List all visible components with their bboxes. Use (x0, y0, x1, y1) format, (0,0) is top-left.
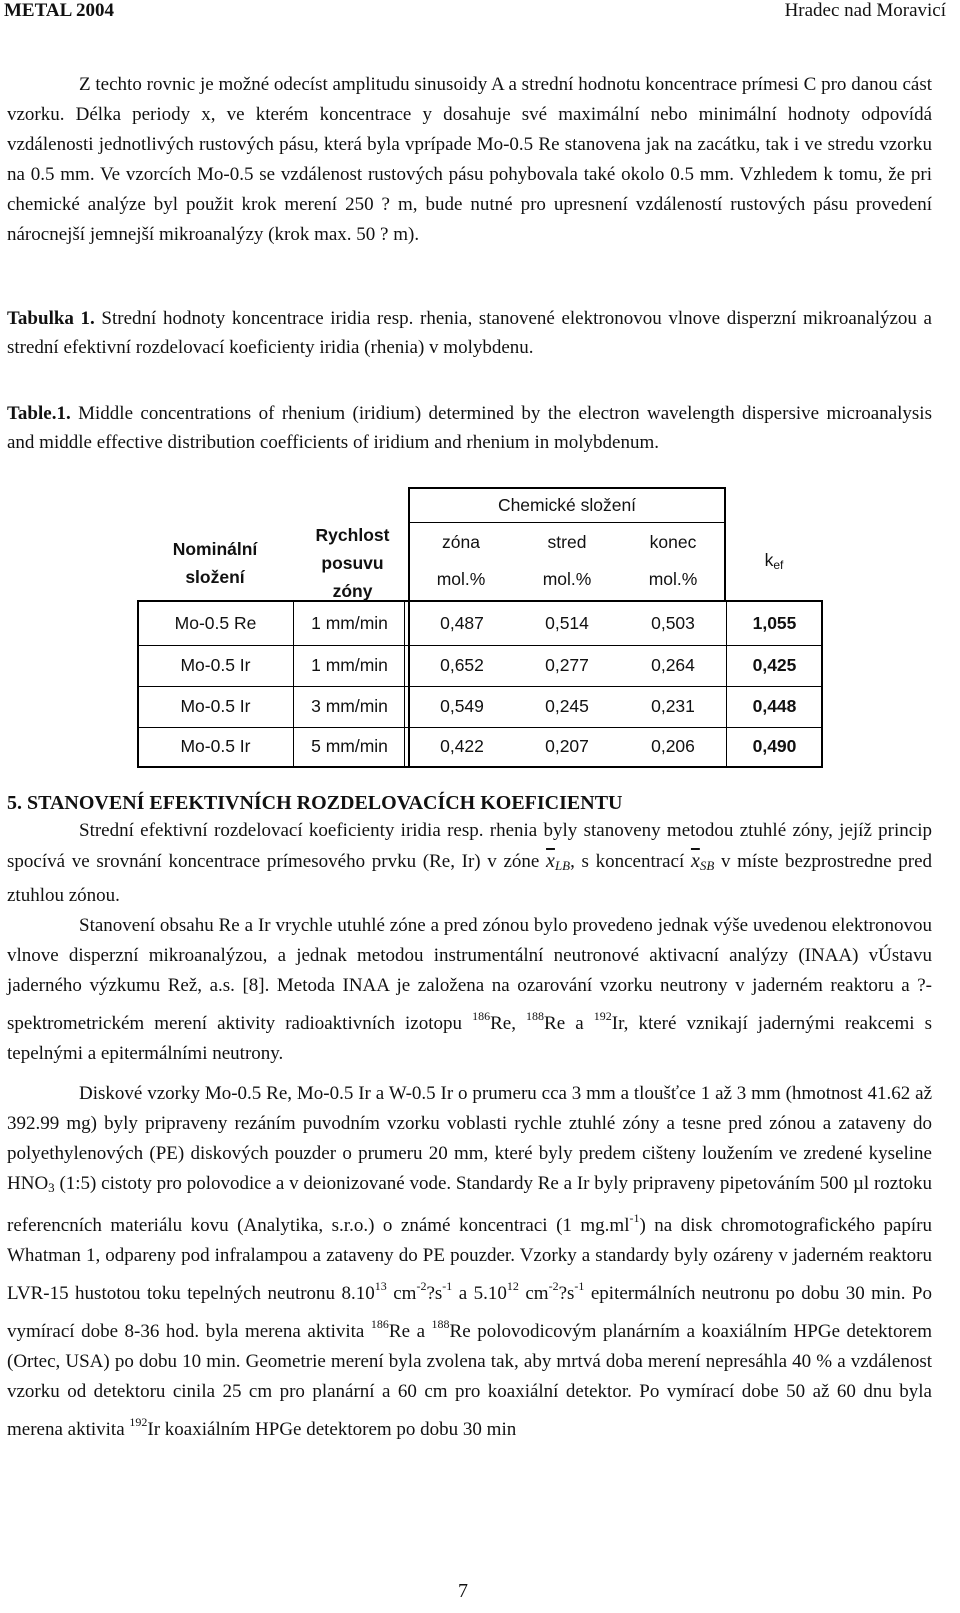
table-caption-czech-text: Strední hodnoty koncentrace iridia resp. rhenia, stanovené elektronovou vlnove disperzní mikroanalýzou a strední efektivní rozdelovací koeficienty iridia (rhenia) v molybdenu. (7, 308, 932, 358)
header-chemical-composition: Chemické složení (497, 495, 637, 515)
cell-kef: 0,490 (752, 736, 797, 756)
header-zone-speed: Rychlost posuvu zóny (315, 525, 390, 601)
header-zone: zóna (442, 532, 480, 552)
symbol-xsb-subscript: SB (699, 858, 715, 873)
paragraph-samples-text-l: Ir koaxiálním HPGe detektorem po dobu 30 min (147, 1419, 517, 1440)
isotope-186-sup: 186 (472, 1009, 491, 1023)
paragraph-samples-text-k: Re polovodicovým planárním a koaxiálním HPGe detektorem (Ortec, USA) po dobu 10 min. Geometrie merení byla zvolena tak, aby mrtvá doba merení nepresáhla 40 % a vzdálenost vzorku od detektoru cinila 25 cm pro planární a 60 cm pro koaxiální detektor. Po vymírací dobe 50 až 60 dnu byla merena aktivita (7, 1321, 933, 1440)
paragraph-samples-text-g: cm (518, 1283, 549, 1304)
isotope-188-sup: 188 (526, 1009, 545, 1023)
cell-zone: 0,422 (440, 736, 484, 756)
no3-subscript: 3 (48, 1180, 55, 1195)
header-middle: stred (547, 532, 587, 552)
isotope-186-sup-2: 186 (370, 1317, 389, 1331)
table-label-czech: Tabulka 1. (7, 308, 95, 329)
paragraph-samples-text-h: ?s (558, 1283, 575, 1304)
conference-location: Hradec nad Moravicí (784, 0, 946, 21)
paragraph-inaa (7, 911, 932, 1069)
paragraph-samples-text-e: ?s (426, 1283, 443, 1304)
paragraph-method-text-a: Strední efektivní rozdelovací koeficienty iridia resp. rhenia byly stanoveny metodou ztuhlé zóny, jejíž princip spocívá ve srovnání koncentrace prímesového prvku (Re, Ir) v zóne (7, 820, 932, 872)
table-label-english: Table.1. (7, 403, 71, 424)
cell-kef: 1,055 (752, 613, 797, 633)
paragraph-samples-text-a: Diskové vzorky Mo-0.5 Re, Mo-0.5 Ir a W-0.5 Ir o prumeru cca 3 mm a tloušťce 1 až 3 mm (hmotnost 41.62 až 392.99 mg) byly pripraveny rezáním puvodním vzorku voblasti rychle ztuhlé zóny a tesne pred zónou a zataveny do polyethylenových (PE) diskových pouzder o prumeru 20 mm, které byly predem cišteny loužením ve zredené kyseline HNO (7, 1083, 932, 1194)
section-heading: 5. STANOVENÍ EFEKTIVNÍCH ROZDELOVACÍCH KOEFICIENTU (7, 792, 623, 814)
exp-12: 12 (506, 1279, 519, 1293)
cell-middle: 0,514 (545, 613, 589, 633)
cell-nominal: Mo-0.5 Ir (180, 696, 251, 716)
s-exponent-2: -1 (574, 1279, 585, 1293)
cell-nominal: Mo-0.5 Ir (180, 736, 251, 756)
table-caption-english-text: Middle concentrations of rhenium (iridium) determined by the electron wavelength dispersive microanalysis and middle effective distribution coefficients of iridium and rhenium in molybdenum. (7, 403, 932, 453)
exp-13: 13 (374, 1279, 387, 1293)
paragraph-samples (7, 1079, 932, 1445)
page-number: 7 (458, 1580, 468, 1602)
paragraph-intro: Z techto rovnic je možné odecíst amplitudu sinusoidy A a strední hodnotu koncentrace prímesi C pro danou cást vzorku. Délka periody x, ve kterém koncentrace y dosahuje své maximální nebo minimální hodnoty odpovídá vzdálenosti jednotlivých rustových pásu, která byla vprípade Mo-0.5 Re stanovena jak na zacátku, tak i ve stredu vzorku na 0.5 mm. Ve vzorcích Mo-0.5 se vzdálenost rustových pásu pohybovala také okolo 0.5 mm. Vzhledem k tomu, že pri chemické analýze byl použit krok merení 250 ? m, bude nutné pro upresnení vzdáleností rustových pásu provedení nárocnejší jemnejší mikroanalýzy (krok max. 50 ? m). (7, 74, 932, 245)
paragraph-samples-text-j: Re a (388, 1321, 432, 1342)
cell-zone: 0,549 (440, 696, 484, 716)
paragraph-samples-text-i: epitermálních neutronu po dobu 30 min. Po vymírací dobe 8-36 hod. byla merena aktivita (7, 1283, 932, 1342)
cell-zone: 0,652 (440, 655, 484, 675)
header-end: konec (649, 532, 697, 552)
cell-speed: 5 mm/min (311, 736, 388, 756)
header-kef (726, 550, 822, 572)
paragraph-method-text-b: , s koncentrací (570, 851, 691, 872)
paragraph-inaa-text-b: Re, (490, 1013, 527, 1034)
cell-speed: 1 mm/min (311, 613, 388, 633)
cell-middle: 0,245 (545, 696, 589, 716)
ml-exponent: -1 (629, 1211, 640, 1225)
paragraph-samples-text-c: ) na disk chromotografického papíru Whatman 1, odpareny pod infralampou a zataveny do PE pouzder. Vzorky a standardy byly ozáreny v jaderném reaktoru LVR-15 hustotou toku tepelných neutronu 8.10 (7, 1215, 932, 1304)
paragraph-inaa-text-a: Stanovení obsahu Re a Ir vrychle utuhlé zóne a pred zónou bylo provedeno jednak výše uvedenou elektronovou vlnove disperzní mikroanalýzou, a jednak metodou instrumentální neutronové aktivacní analýzy (INAA) vÚstavu jaderného výzkumu Rež, a.s. [8]. Metoda INAA je založena na ozarování vzorku neutrony v jaderném reaktoru a ?-spektrometrickém merení aktivity radioaktivních izotopu (7, 915, 932, 1034)
paragraph-method (7, 816, 932, 911)
unit-end: mol.% (648, 569, 698, 589)
cell-kef: 0,425 (752, 655, 797, 675)
cell-end: 0,231 (651, 696, 695, 716)
cell-middle: 0,207 (545, 736, 589, 756)
kef-symbol: k (764, 550, 774, 570)
cell-zone: 0,487 (440, 613, 484, 633)
header-nominal-composition: Nominální složení (172, 539, 258, 587)
isotope-188-sup-2: 188 (431, 1317, 450, 1331)
cell-kef: 0,448 (752, 696, 797, 716)
unit-middle: mol.% (542, 569, 592, 589)
isotope-192-sup: 192 (593, 1009, 612, 1023)
results-table (0, 0, 960, 800)
symbol-xsb: $\overline{x}$ (690, 850, 700, 872)
unit-zone: mol.% (436, 569, 486, 589)
cm-exponent-1: -2 (416, 1279, 427, 1293)
cell-end: 0,206 (651, 736, 695, 756)
symbol-xlb-subscript: LB (554, 858, 571, 873)
cell-speed: 3 mm/min (311, 696, 388, 716)
conference-name: METAL 2004 (4, 0, 114, 21)
symbol-xlb: $\overline{x}$ (546, 850, 555, 872)
isotope-192-sup-2: 192 (129, 1415, 148, 1429)
paragraph-inaa-text-c: Re a (544, 1013, 594, 1034)
s-exponent-1: -1 (442, 1279, 453, 1293)
cell-end: 0,503 (651, 613, 695, 633)
cm-exponent-2: -2 (548, 1279, 559, 1293)
cell-speed: 1 mm/min (311, 655, 388, 675)
cell-end: 0,264 (651, 655, 695, 675)
cell-middle: 0,277 (545, 655, 589, 675)
cell-nominal: Mo-0.5 Ir (180, 655, 251, 675)
paragraph-method-text-c: v míste bezprostredne pred ztuhlou zónou. (7, 851, 933, 906)
kef-subscript: ef (773, 558, 784, 572)
paragraph-samples-text-f: a 5.10 (452, 1283, 507, 1304)
paragraph-samples-text-d: cm (386, 1283, 417, 1304)
cell-nominal: Mo-0.5 Re (174, 613, 257, 633)
paragraph-samples-text-b: (1:5) cistoty pro polovodice a v deionizované vode. Standardy Re a Ir byly pripraveny pipetováním 500 µl roztoku referencních materiálu kovu (Analytika, s.r.o.) o známé koncentraci (1 mg.ml (7, 1173, 932, 1236)
paragraph-inaa-text-d: Ir, které vznikají jadernými reakcemi s tepelnými a epitermálními neutrony. (7, 1013, 932, 1064)
